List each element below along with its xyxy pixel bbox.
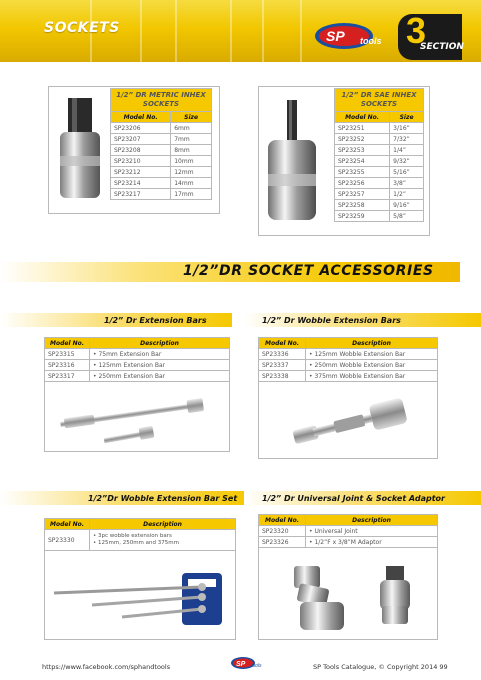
col-model: Model No. bbox=[259, 515, 306, 526]
table-row: SP23214 14mm bbox=[111, 178, 212, 189]
table-row: SP23257 1/2” bbox=[335, 189, 424, 200]
sae-inhex-table bbox=[334, 88, 424, 222]
universal-joint-table bbox=[258, 514, 438, 548]
col-model: Model No. bbox=[45, 338, 90, 349]
table-row: SP23212 12mm bbox=[111, 167, 212, 178]
table-row: SP23217 17mm bbox=[111, 189, 212, 200]
table-row: SP23207 7mm bbox=[111, 134, 212, 145]
col-size: Size bbox=[171, 112, 212, 123]
universal-joint-title: 1/2” Dr Universal Joint & Socket Adaptor bbox=[262, 494, 445, 503]
col-description: Description bbox=[306, 515, 438, 526]
svg-text:SP: SP bbox=[236, 661, 246, 668]
svg-text:SP: SP bbox=[326, 28, 345, 44]
footer-copyright bbox=[313, 663, 448, 671]
table-row: SP23253 1/4” bbox=[335, 145, 424, 156]
col-description: Description bbox=[90, 519, 236, 530]
table-row: SP23210 10mm bbox=[111, 156, 212, 167]
wobble-set-table bbox=[44, 518, 236, 551]
col-model: Model No. bbox=[335, 112, 390, 123]
wobble-bars-table bbox=[258, 337, 438, 382]
accessories-title: 1/2”DR SOCKET ACCESSORIES bbox=[183, 263, 434, 279]
section-label: SECTION bbox=[420, 42, 464, 52]
svg-text:tools: tools bbox=[360, 36, 382, 46]
sae-inhex-title: 1/2” DR SAE INHEX SOCKETS bbox=[335, 89, 424, 112]
table-row: SP23320 • Universal Joint bbox=[259, 526, 438, 537]
table-row: SP23206 6mm bbox=[111, 123, 212, 134]
metric-inhex-table bbox=[110, 88, 212, 200]
table-row: SP23330 • 3pc wobble extension bars • 125mm, 250mm and 375mm bbox=[45, 530, 236, 551]
svg-text:tools: tools bbox=[251, 663, 262, 669]
wobble-set-image bbox=[52, 565, 230, 635]
table-row: SP23254 9/32” bbox=[335, 156, 424, 167]
table-row: SP23259 5/8” bbox=[335, 211, 424, 222]
extension-bars-image bbox=[54, 395, 224, 447]
table-row: SP23326 • 1/2”F x 3/8”M Adaptor bbox=[259, 537, 438, 548]
metric-inhex-title: 1/2” DR METRIC INHEX SOCKETS bbox=[111, 89, 212, 112]
copyright-text: SP Tools Catalogue, © Copyright 2014 bbox=[313, 663, 438, 671]
page-number: 99 bbox=[439, 663, 448, 671]
sae-inhex-socket-image bbox=[262, 96, 322, 226]
footer-url[interactable]: https://www.facebook.com/sphandtools bbox=[42, 663, 171, 671]
table-row: SP23208 8mm bbox=[111, 145, 212, 156]
page-title: SOCKETS bbox=[44, 20, 120, 36]
extension-bars-title: 1/2” Dr Extension Bars bbox=[104, 316, 207, 325]
table-row: SP23252 7/32” bbox=[335, 134, 424, 145]
col-model: Model No. bbox=[259, 338, 306, 349]
sp-tools-logo bbox=[314, 20, 398, 50]
universal-joint-image bbox=[280, 556, 430, 636]
footer-sp-tools-logo bbox=[230, 656, 264, 670]
table-row: SP23315 • 75mm Extension Bar bbox=[45, 349, 230, 360]
col-model: Model No. bbox=[45, 519, 90, 530]
table-row: SP23338 • 375mm Wobble Extension Bar bbox=[259, 371, 438, 382]
table-row: SP23255 5/16” bbox=[335, 167, 424, 178]
metric-inhex-socket-image bbox=[56, 96, 106, 204]
extension-bars-table bbox=[44, 337, 230, 382]
section-number: 3 bbox=[406, 10, 427, 51]
table-row: SP23316 • 125mm Extension Bar bbox=[45, 360, 230, 371]
col-model: Model No. bbox=[111, 112, 171, 123]
table-row: SP23251 3/16” bbox=[335, 123, 424, 134]
table-row: SP23258 9/16” bbox=[335, 200, 424, 211]
col-description: Description bbox=[90, 338, 230, 349]
wobble-bar-image bbox=[282, 392, 422, 450]
table-row: SP23317 • 250mm Extension Bar bbox=[45, 371, 230, 382]
wobble-bars-title: 1/2” Dr Wobble Extension Bars bbox=[262, 316, 401, 325]
table-row: SP23337 • 250mm Wobble Extension Bar bbox=[259, 360, 438, 371]
col-size: Size bbox=[390, 112, 424, 123]
wobble-set-title: 1/2”Dr Wobble Extension Bar Set bbox=[88, 494, 238, 503]
section-badge bbox=[398, 10, 464, 60]
table-row: SP23256 3/8” bbox=[335, 178, 424, 189]
col-description: Description bbox=[306, 338, 438, 349]
table-row: SP23336 • 125mm Wobble Extension Bar bbox=[259, 349, 438, 360]
